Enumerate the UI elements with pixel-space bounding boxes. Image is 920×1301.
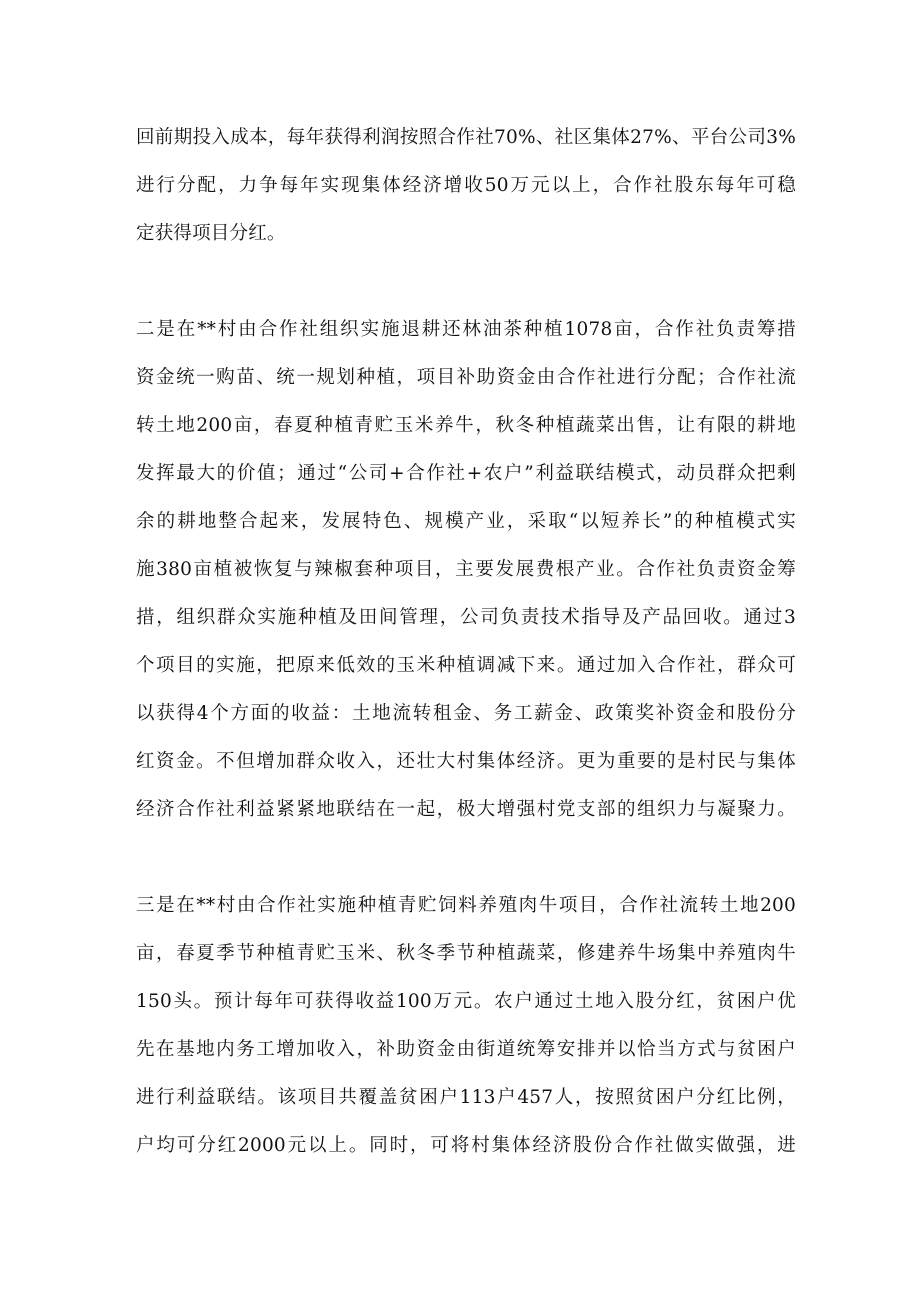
text-line: 亩，春夏季节种植青贮玉米、秋冬季节种植蔬菜，修建养牛场集中养殖肉牛 <box>136 943 796 964</box>
text-line: 户均可分红2000元以上。同时，可将村集体经济股份合作社做实做强，进 <box>136 1135 796 1156</box>
text-line: 先在基地内务工增加收入，补助资金由街道统筹安排并以恰当方式与贫困户 <box>136 1039 796 1060</box>
text-line: 回前期投入成本，每年获得利润按照合作社70%、社区集体27%、平台公司3% <box>136 127 796 148</box>
text-line: 发挥最大的价值；通过“公司+合作社+农户”利益联结模式，动员群众把剩 <box>136 463 796 484</box>
text-line: 红资金。不但增加群众收入，还壮大村集体经济。更为重要的是村民与集体 <box>136 751 796 772</box>
text-line: 施380亩植被恢复与辣椒套种项目，主要发展费根产业。合作社负责资金筹 <box>136 559 796 580</box>
text-line: 经济合作社利益紧紧地联结在一起，极大增强村党支部的组织力与凝聚力。 <box>136 799 796 820</box>
text-line: 余的耕地整合起来，发展特色、规模产业，采取“以短养长”的种植模式实 <box>136 511 796 532</box>
text-line: 定获得项目分红。 <box>136 223 286 244</box>
text-line: 进行分配，力争每年实现集体经济增收50万元以上，合作社股东每年可稳 <box>136 175 796 196</box>
text-line: 三是在**村由合作社实施种植青贮饲料养殖肉牛项目，合作社流转土地200 <box>136 895 796 916</box>
text-line: 以获得4个方面的收益：土地流转租金、务工薪金、政策奖补资金和股份分 <box>136 703 796 724</box>
text-line: 转土地200亩，春夏种植青贮玉米养牛，秋冬种植蔬菜出售，让有限的耕地 <box>136 415 796 436</box>
text-line: 150头。预计每年可获得收益100万元。农户通过土地入股分红，贫困户优 <box>136 991 796 1012</box>
text-line: 个项目的实施，把原来低效的玉米种植调减下来。通过加入合作社，群众可 <box>136 655 796 676</box>
text-line: 措，组织群众实施种植及田间管理，公司负责技术指导及产品回收。通过3 <box>136 607 796 628</box>
text-line: 资金统一购苗、统一规划种植，项目补助资金由合作社进行分配；合作社流 <box>136 367 796 388</box>
text-line: 二是在**村由合作社组织实施退耕还林油茶种植1078亩，合作社负责筹措 <box>136 319 796 340</box>
text-line: 进行利益联结。该项目共覆盖贫困户113户457人，按照贫困户分红比例， <box>136 1087 796 1108</box>
